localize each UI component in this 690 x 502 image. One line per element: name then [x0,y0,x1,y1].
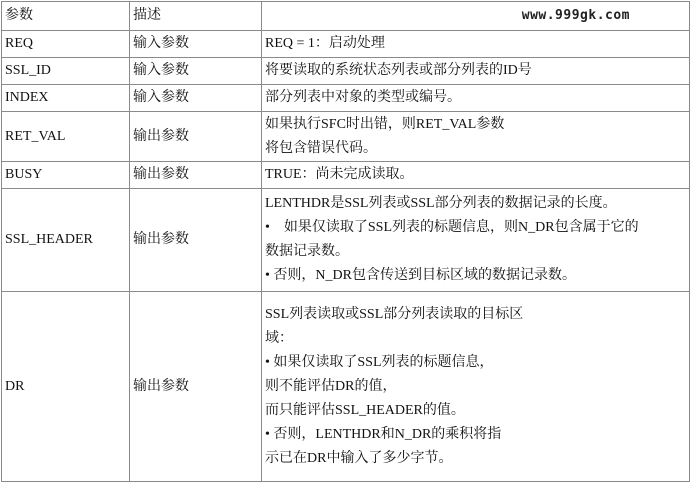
desc-line: 则不能评估DR的值， [265,378,397,394]
desc-line: REQ = 1：启动处理 [265,36,385,51]
table-row [2,31,690,58]
param-name-cell: DR [2,292,130,482]
param-desc-cell [262,162,690,189]
param-name-cell: RET_VAL [2,112,130,162]
header-desc-cell: 描述 [130,2,262,31]
param-type-cell: 输出参数 [130,292,262,482]
desc-line: 数据记录数。 [265,244,349,259]
desc-line: 如果执行SFC时出错，则RET_VAL参数 [265,116,505,132]
desc-line: • 否则，LENTHDR和N_DR的乘积将指 [265,426,502,442]
param-type-cell: 输入参数 [130,58,262,85]
param-type-cell: 输出参数 [130,162,262,189]
desc-line: 示已在DR中输入了多少字节。 [265,450,453,466]
param-desc-cell [262,85,690,112]
param-type-cell: 输出参数 [130,112,262,162]
param-name-cell: SSL_ID [2,58,130,85]
parameter-table [1,1,690,482]
desc-line: • 如果仅读取了SSL列表的标题信息， [265,354,494,370]
desc-line: SSL列表读取或SSL部分列表读取的目标区 [265,306,524,322]
param-name-cell: REQ [2,31,130,58]
param-name-cell: INDEX [2,85,130,112]
desc-line: 域： [265,330,293,346]
header-param-cell: 参数 [2,2,130,31]
table-row [2,58,690,85]
table-header-row [2,2,690,31]
param-desc-cell [262,189,690,292]
desc-line: 将包含错误代码。 [265,140,377,156]
param-name-cell: BUSY [2,162,130,189]
param-type-cell: 输出参数 [130,189,262,292]
table-row [2,112,690,162]
desc-line: TRUE：尚未完成读取。 [265,167,414,182]
desc-line: 而只能评估SSL_HEADER的值。 [265,402,465,418]
table-row [2,189,690,292]
param-desc-cell [262,31,690,58]
param-type-cell: 输入参数 [130,31,262,58]
param-desc-cell [262,58,690,85]
table-row [2,85,690,112]
desc-line: • 否则，N_DR包含传送到目标区域的数据记录数。 [265,268,576,283]
param-desc-cell [262,292,690,482]
table-row [2,292,690,482]
desc-line: LENTHDR是SSL列表或SSL部分列表的数据记录的长度。 [265,196,617,211]
desc-line: 将要读取的系统状态列表或部分列表的ID号 [265,63,532,78]
param-name-cell: SSL_HEADER [2,189,130,292]
parameter-table-document [1,1,689,501]
desc-line: • 如果仅读取了SSL列表的标题信息，则N_DR包含属于它的 [265,220,639,235]
param-desc-cell [262,112,690,162]
header-watermark-cell [262,2,690,31]
desc-line: 部分列表中对象的类型或编号。 [265,90,461,105]
table-row [2,162,690,189]
param-type-cell: 输入参数 [130,85,262,112]
watermark-text: www.999gk.com [521,8,630,23]
